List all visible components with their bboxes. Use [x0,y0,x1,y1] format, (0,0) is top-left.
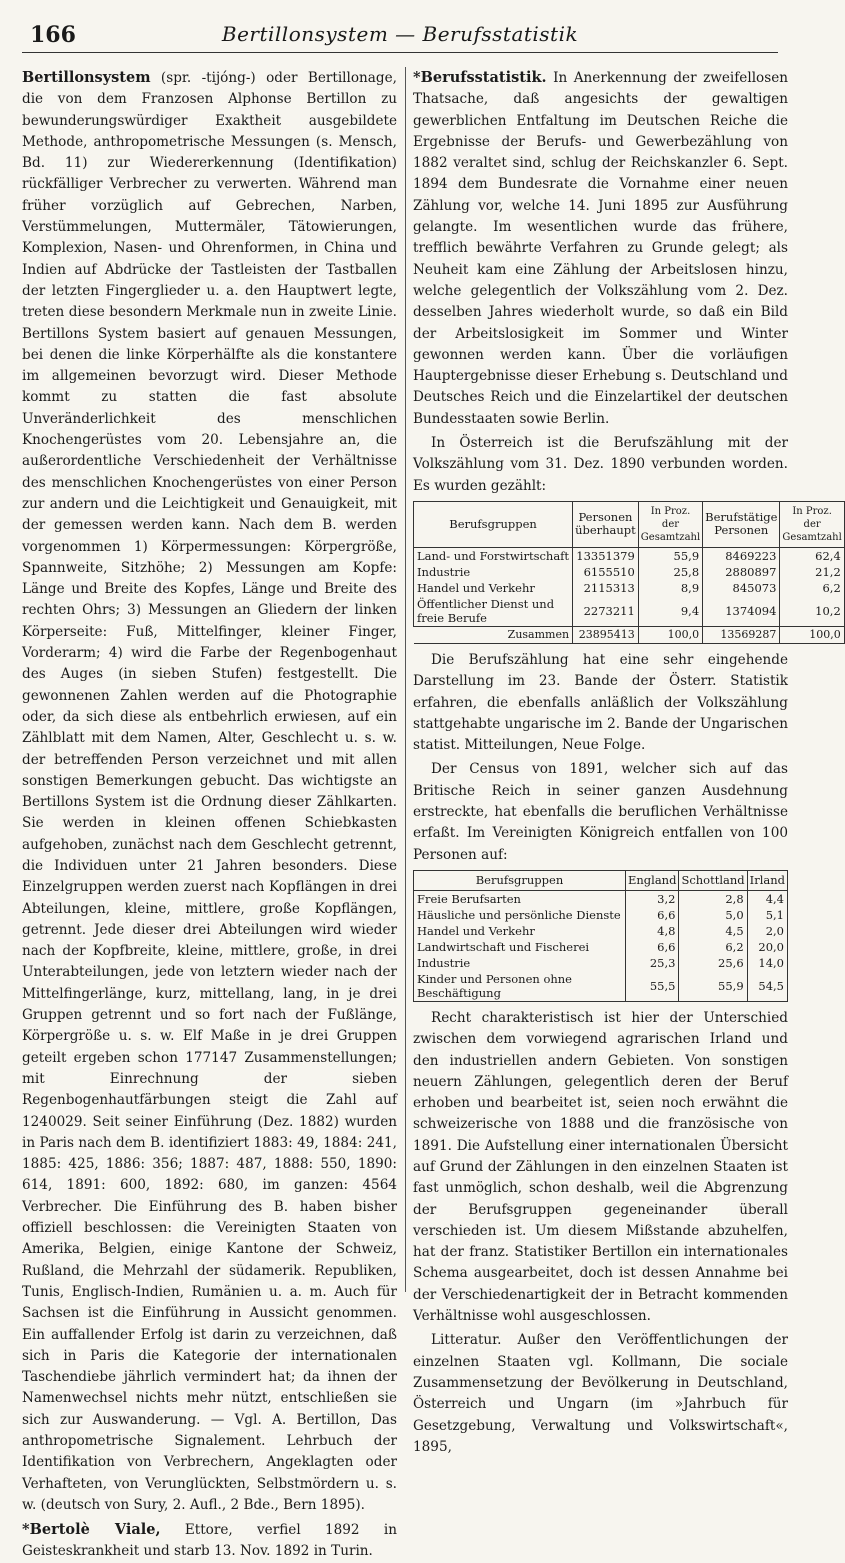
table-cell: 100,0 [638,626,702,643]
lemma-bertillonsystem: Bertillonsystem [22,69,151,86]
table-cell: 6155510 [573,564,639,580]
table-cell: 55,9 [679,971,747,1002]
table-cell: 54,5 [747,971,787,1002]
table-cell: 20,0 [747,939,787,955]
table-cell: 2880897 [703,564,780,580]
text-columns [22,67,842,1560]
table-cell: 4,4 [747,890,787,907]
table-cell: 10,2 [780,596,844,627]
table-cell: Freie Berufsarten [414,890,626,907]
table-cell: Handel und Verkehr [414,580,573,596]
table-cell: 13351379 [573,547,639,564]
table-cell: Industrie [414,564,573,580]
table-row [414,923,788,939]
table-cell: 25,6 [679,955,747,971]
right-column [413,67,842,1455]
entry-text: Ettore, verfiel 1892 in Geisteskrankheit und starb 13. Nov. 1892 in Turin. [22,1522,397,1560]
table-header: In Proz. der Gesamtzahl [780,501,844,547]
lemma-berufsstatistik: *Berufsstatistik. [413,69,547,86]
table-row [414,596,845,627]
table-row [414,971,788,1002]
entry-berufsstatistik [413,67,788,430]
table-cell: 6,2 [780,580,844,596]
table-cell: 845073 [703,580,780,596]
table-cell: Landwirtschaft und Fischerei [414,939,626,955]
paragraph: Der Census von 1891, welcher sich auf das Britische Reich in seiner ganzen Ausdehnung erstreckte, hat ebenfalls die beruflichen Verhältnisse erfaßt. Im Vereinigten Königreich entfallen von 100 Personen auf: [413,761,788,863]
lemma-bertole-viale: *Bertolè Viale, [22,1521,161,1539]
table-row [414,580,845,596]
austria-occupation-table [413,501,845,644]
table-cell: 2,0 [747,923,787,939]
table-cell: 14,0 [747,955,787,971]
table-cell: Handel und Verkehr [414,923,626,939]
table-cell: 4,5 [679,923,747,939]
table-total-row [414,626,845,643]
entry-bertillonsystem [22,67,397,1516]
table-cell: 55,5 [625,971,678,1002]
table-cell: 1374094 [703,596,780,627]
table-cell: 100,0 [780,626,844,643]
table-cell: 21,2 [780,564,844,580]
page-number: 166 [30,22,76,48]
paragraph: Die Berufszählung hat eine sehr eingehende Darstellung im 23. Bande der Österr. Statistik erfahren, die ebenfalls anläßlich der Volkszählung stattgehabte ungarische im 2. Bande der Ungarischen statist. Mitteilungen, Neue Folge. [413,651,788,754]
table-cell: 6,6 [625,907,678,923]
table-cell: 8469223 [703,547,780,564]
table-header: England [625,870,678,890]
table-cell: 2273211 [573,596,639,627]
table-cell: Industrie [414,955,626,971]
left-column [22,67,397,1560]
table-cell: 6,2 [679,939,747,955]
paragraph: Recht charakteristisch ist hier der Unterschied zwischen dem vorwiegend agrarischen Irland und den industriellen andern Gebieten. Von sonstigen neuern Zählungen, gelegentlich deren der Beruf erhoben und bearbeitet ist, seien noch erwähnt die schweizerische von 1888 und die französische von 1891. Die Aufstellung einer internationalen Übersicht auf Grund der Zählungen in den einzelnen Staaten ist fast unmöglich, schon deshalb, weil die Abgrenzung der Berufsgruppen gegeneinander überall verschieden ist. Um diesem Mißstande abzuhelfen, hat der franz. Statistiker Bertillon ein internationales Schema ausgearbeitet, doch ist dessen Annahme bei der Verschiedenartigkeit der in Betracht kommenden Verhältnisse wohl ausgeschlossen. [413,1009,788,1325]
table-header-row [414,870,788,890]
table-cell: Kinder und Personen ohne Beschäftigung [414,971,626,1002]
table-cell: Öffentlicher Dienst und freie Berufe [414,596,573,627]
table-header: Berufsgruppen [414,870,626,890]
table-row [414,907,788,923]
paragraph: Litteratur. Außer den Veröffentlichungen der einzelnen Staaten vgl. Kollmann, Die sociale Zusammensetzung der Bevölkerung in Deutschland, Österreich und Ungarn (im »Jahrbuch für Gesetzgebung, Verwaltung und Volkswirtschaft«, 1895, [413,1332,788,1455]
table-cell: 8,9 [638,580,702,596]
table-cell: 23895413 [573,626,639,643]
table-header: Berufsgruppen [414,501,573,547]
table-cell: 25,3 [625,955,678,971]
table-row [414,547,845,564]
paragraph: In Österreich ist die Berufszählung mit der Volkszählung vom 31. Dez. 1890 verbunden worden. Es wurden gezählt: [413,435,788,494]
table-cell: 5,1 [747,907,787,923]
table-header-row [414,501,845,547]
table-row [414,564,845,580]
table-header: Schottland [679,870,747,890]
table-row [414,955,788,971]
table-row [414,939,788,955]
table-cell: 62,4 [780,547,844,564]
entry-text: In Anerkennung der zweifellosen Thatsache, daß angesichts der gewaltigen gewerblichen Entfaltung im Deutschen Reiche die Ergebnisse der Berufs- und Gewerbezählung von 1882 veraltet sind, schlug der Reichskanzler 6. Sept. 1894 dem Bundesrate die Vornahme einer neuen Zählung vor, welche 14. Juni 1895 zur Ausführung gelangte. Im wesentlichen wurde das frühere, trefflich bewährte Verfahren zu Grunde gelegt; als Neuheit kam eine Zählung der Arbeitslosen hinzu, welche gelegentlich der Volkszählung vom 2. Dez. desselben Jahres wiederholt wurde, so daß ein Bild der Arbeitslosigkeit im Sommer und Winter gewonnen werden kann. Über die vorläufigen Hauptergebnisse dieser Erhebung s. Deutschland und Deutsches Reich und die Einzelartikel der deutschen Bundesstaaten sowie Berlin. [413,70,789,427]
table-cell: Land- und Forstwirtschaft [414,547,573,564]
table-row [414,890,788,907]
table-cell: 9,4 [638,596,702,627]
table-cell: 4,8 [625,923,678,939]
running-head: Bertillonsystem — Berufsstatistik [221,22,579,46]
page-header [22,18,778,53]
table-cell: 25,8 [638,564,702,580]
table-header: Berufstätige Personen [703,501,780,547]
table-header: Irland [747,870,787,890]
table-cell: Häusliche und persönliche Dienste [414,907,626,923]
uk-occupation-table [413,870,788,1002]
table-cell: Zusammen [414,626,573,643]
table-header: Personen überhaupt [573,501,639,547]
entry-text: (spr. -tijóng-) oder Bertillonage, die von dem Franzosen Alphonse Bertillon zu bewunderungswürdiger Exaktheit ausgebildete Methode, anthropometrische Messungen (s. Mensch, Bd. 11) zur Wiedererkennung (Identifikation) rückfälliger Verbrecher zu verwerten. Während man früher vorzüglich auf Gebrechen, Narben, Verstümmelungen, Muttermäler, Tätowierungen, Komplexion, Nasen- und Ohrenformen, in China und Indien auf Abdrücke der Tastleisten der Tastballen der letzten Fingerglieder u. a. den Hauptwert legte, treten diese besondern Merkmale nun in zweite Linie. Bertillons System basiert auf genauen Messungen, bei denen die linke Körperhälfte als die konstantere im allgemeinen bevorzugt wird. Dieser Methode kommt zu statten die fast absolute Unveränderlichkeit des menschlichen Knochengerüstes vom 20. Lebensjahre an, die außerordentliche Verschiedenheit der Verhältnisse des menschlichen Knochengerüstes von einer Person zur andern und die Leichtigkeit und Genauigkeit, mit der gemessen werden kann. Nach dem B. werden vorgenommen 1) Körpermessungen: Körpergröße, Spannweite, Sitzhöhe; 2) Messungen am Kopfe: Länge und Breite des Kopfes, Länge und Breite des rechten Ohrs; 3) Messungen an Gliedern der linken Körperseite: Fuß, Mittelfinger, kleiner Finger, Vorderarm; 4) wird die Farbe der Regenbogenhaut des Auges (in sieben Stufen) festgestellt. Die gewonnenen Zahlen werden auf die Photographie oder, da sich diese als entbehrlich erwiesen, auf ein Zählblatt mit dem Namen, Alter, Geschlecht u. s. w. der betreffenden Person verzeichnet und mit allen sonstigen Bemerkungen gebucht. Das wichtigste an Bertillons System ist die Ordnung dieser Zählkarten. Sie werden in kleinen offenen Schiebkasten aufgehoben, zunächst nach dem Geschlecht getrennt, die Individuen unter 21 Jahren besonders. Diese Einzelgruppen werden zuerst nach Kopflängen in drei Abteilungen, kleine, mittlere, große Kopflängen, getrennt. Jede dieser drei Abteilungen wird wieder nach der Kopfbreite, kleine, mittlere, große, in drei Unterabteilungen, jede von letztern wieder nach der Mittelfingerlänge, kurz, mittellang, lang, in je drei Gruppen getrennt und so fort nach der Fußlänge, Körpergröße u. s. w. Elf Maße in je drei Gruppen geteilt ergeben schon 177147 Zusammenstellungen; mit Einrechnung der sieben Regenbogenhautfärbungen steigt die Zahl auf 1240029. Seit seiner Einführung (Dez. 1882) wurden in Paris nach dem B. identifiziert 1883: 49, 1884: 241, 1885: 425, 1886: 356; 1887: 487, 1888: 550, 1890: 614, 1891: 600, 1892: 680, im ganzen: 4564 Verbrecher. Die Einführung des B. haben bisher offiziell beschlossen: die Vereinigten Staaten von Amerika, Belgien, einige Kantone der Schweiz, Rußland, die Mehrzahl der südamerik. Republiken, Tunis, Englisch-Indien, Rumänien u. a. m. Auch für Sachsen ist die Einführung in Aussicht genommen. Ein auffallender Erfolg ist darin zu verzeichnen, daß sich in Paris die Kategorie der internationalen Taschendiebe jährlich vermindert hat; da ihnen der Namenwechsel nichts mehr nützt, entschließen sie sich zur Auswanderung. — Vgl. A. Bertillon, Das anthropometrische Signalement. Lehrbuch der Identifikation von Verbrechern, Angeklagten oder Verhafteten, von Verunglückten, Selbstmördern u. s. w. (deutsch von Sury, 2. Aufl., 2 Bde., Bern 1895). [22,70,397,1513]
column-rule [405,67,406,1292]
table-cell: 55,9 [638,547,702,564]
table-cell: 2115313 [573,580,639,596]
table-cell: 3,2 [625,890,678,907]
table-cell: 2,8 [679,890,747,907]
table-cell: 13569287 [703,626,780,643]
table-cell: 6,6 [625,939,678,955]
table-cell: 5,0 [679,907,747,923]
entry-bertole-viale [22,1519,397,1563]
table-header: In Proz. der Gesamtzahl [638,501,702,547]
